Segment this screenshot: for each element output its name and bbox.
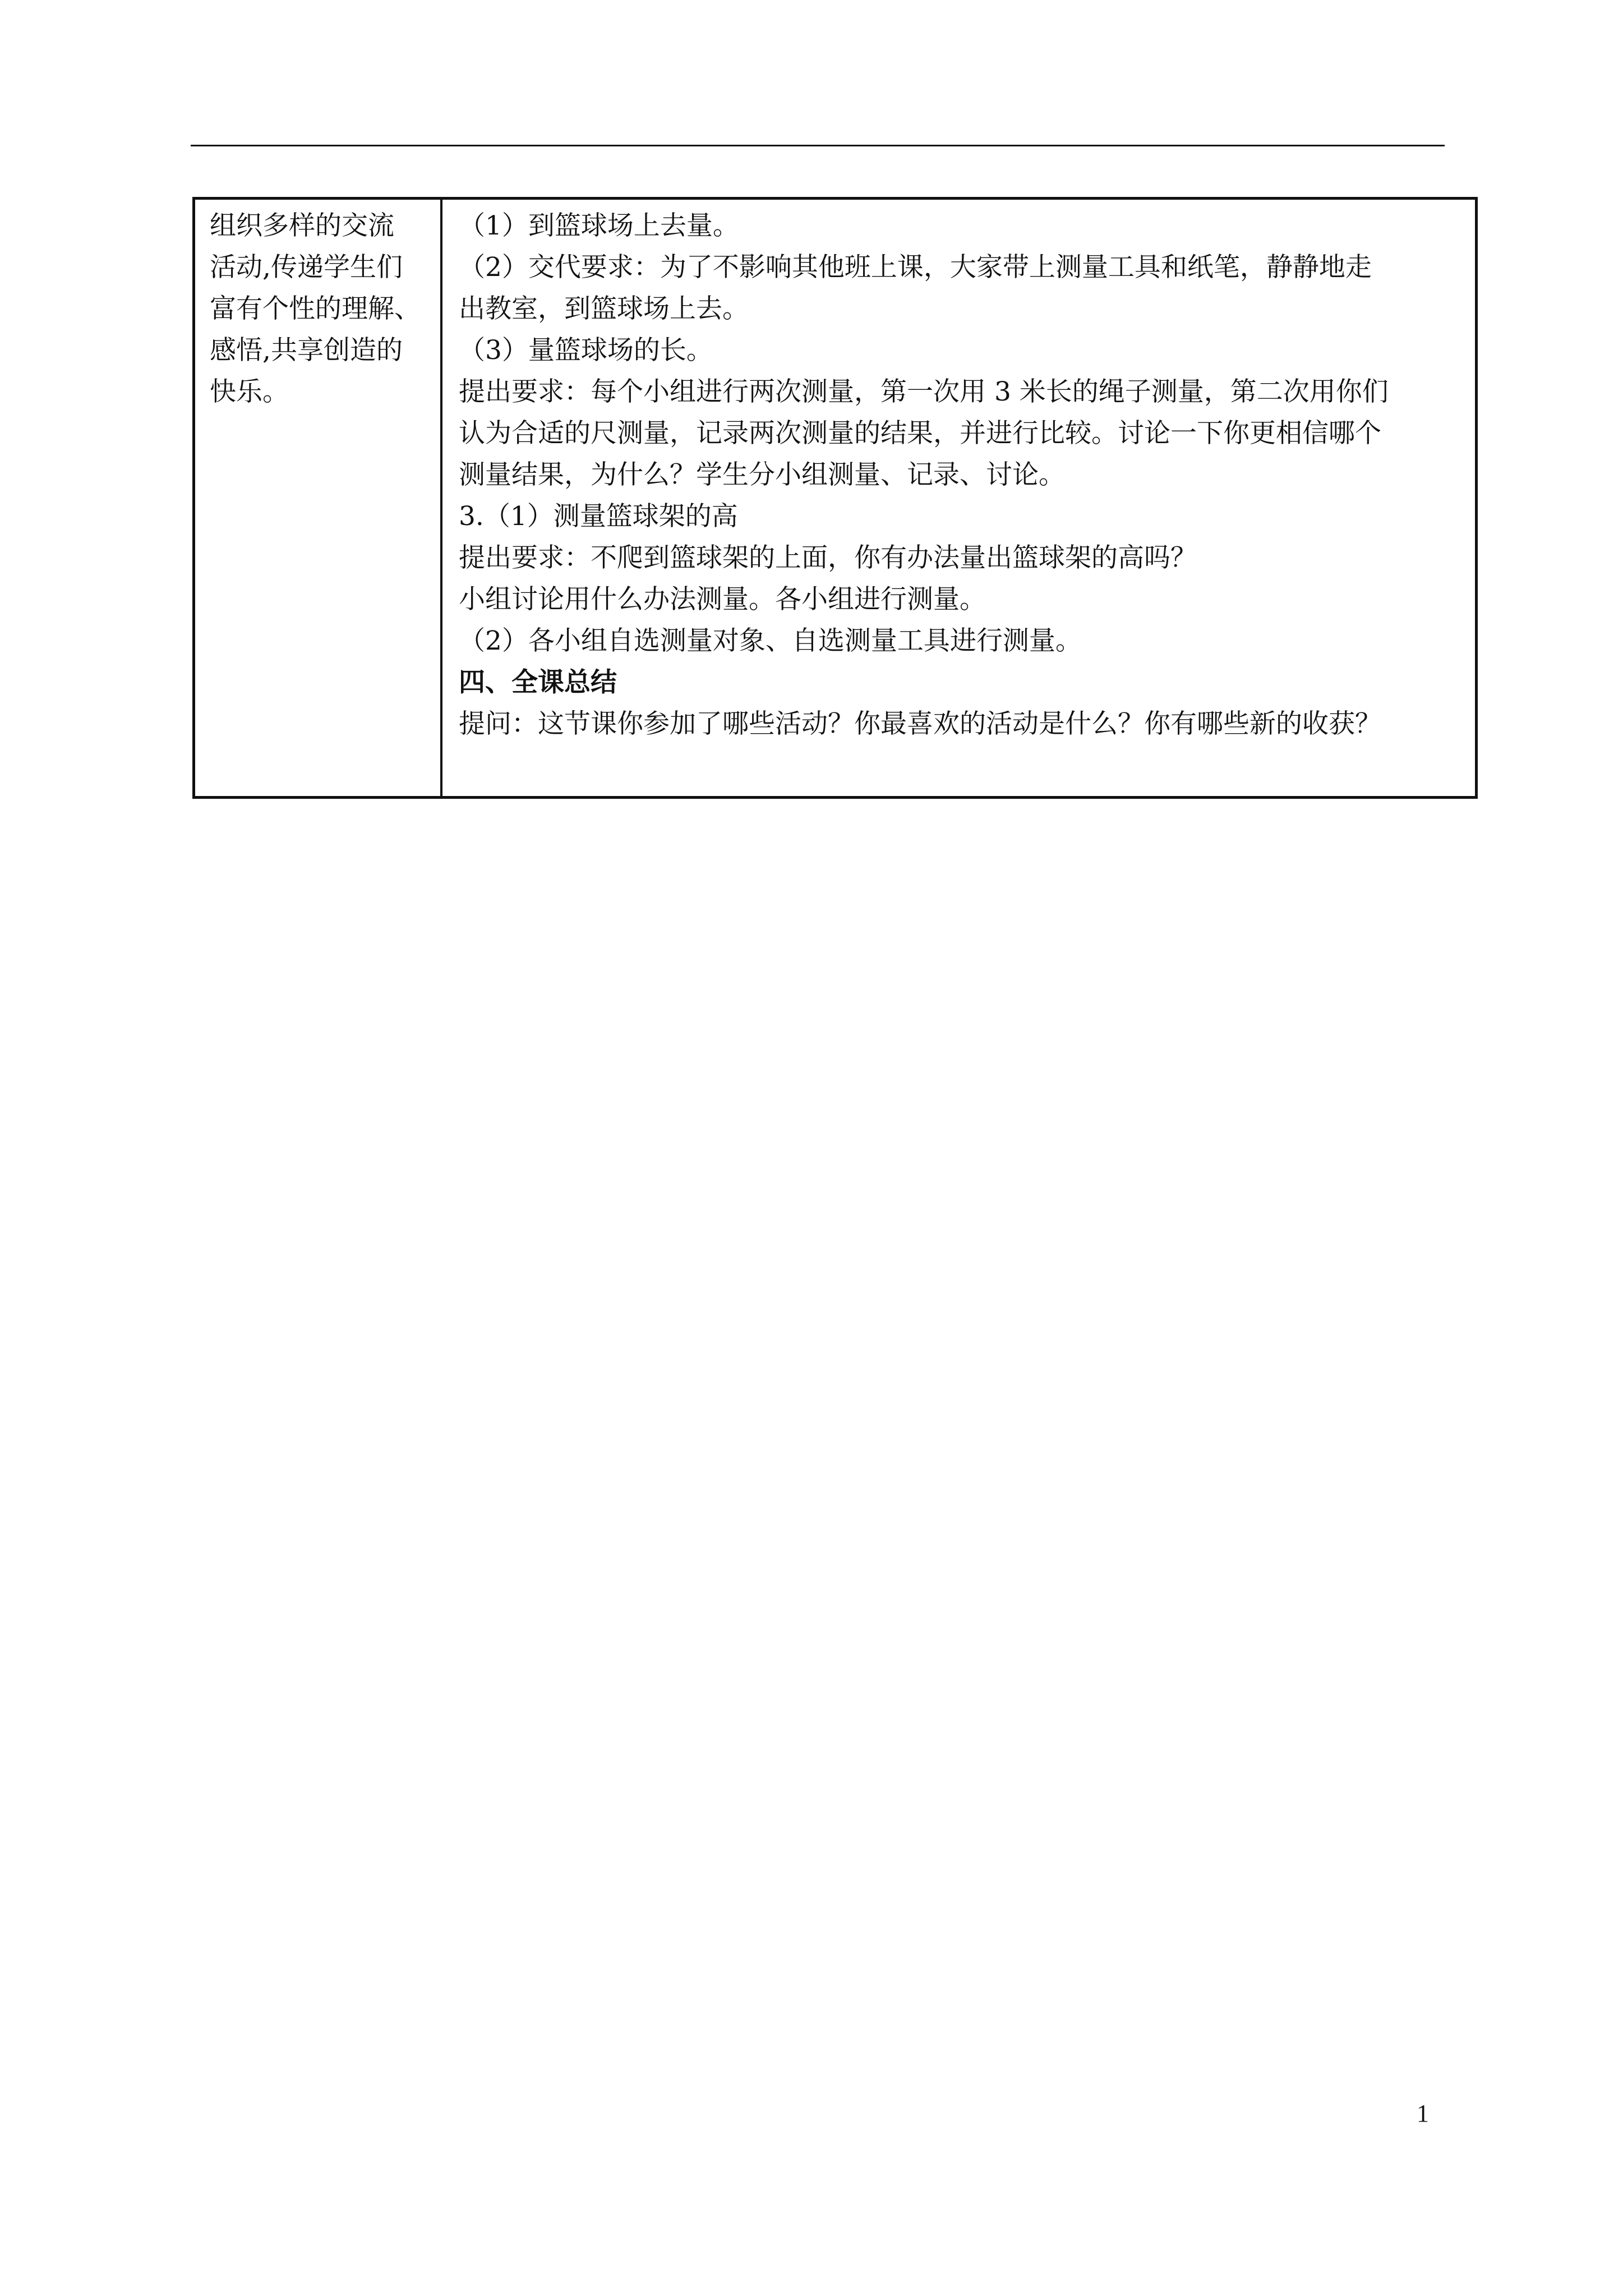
process-line: 提问：这节课你参加了哪些活动？你最喜欢的活动是什么？你有哪些新的收获？ — [459, 708, 1381, 739]
page-number: 1 — [1417, 2100, 1429, 2127]
lesson-table — [192, 197, 1478, 799]
left-cell-line: 快乐。 — [210, 376, 289, 407]
process-line: （2）交代要求：为了不影响其他班上课，大家带上测量工具和纸笔，静静地走 — [459, 252, 1372, 283]
left-cell-line: 感悟,共享创造的 — [210, 335, 403, 366]
process-line: 出教室，到篮球场上去。 — [459, 293, 749, 324]
left-cell-line: 活动,传递学生们 — [210, 252, 403, 283]
process-line: （3）量篮球场的长。 — [459, 335, 713, 366]
process-line: 提出要求：每个小组进行两次测量，第一次用 3 米长的绳子测量，第二次用你们 — [459, 376, 1389, 407]
header-rule — [191, 145, 1445, 146]
left-cell-line: 富有个性的理解、 — [210, 293, 421, 324]
process-line: 测量结果，为什么？学生分小组测量、记录、讨论。 — [459, 459, 1065, 490]
section-heading-summary: 四、全课总结 — [459, 667, 617, 698]
process-line: 认为合适的尺测量，记录两次测量的结果，并进行比较。讨论一下你更相信哪个 — [459, 418, 1381, 449]
process-line: （2）各小组自选测量对象、自选测量工具进行测量。 — [459, 625, 1082, 656]
left-cell-design-intent — [210, 205, 431, 413]
column-divider — [440, 200, 442, 796]
left-cell-line: 组织多样的交流 — [210, 210, 394, 241]
right-cell-teaching-process — [459, 205, 1468, 745]
process-line: （1）到篮球场上去量。 — [459, 210, 739, 241]
process-line: 3.（1）测量篮球架的高 — [459, 501, 738, 532]
process-line: 小组讨论用什么办法测量。各小组进行测量。 — [459, 584, 986, 615]
process-line: 提出要求：不爬到篮球架的上面，你有办法量出篮球架的高吗？ — [459, 542, 1197, 573]
